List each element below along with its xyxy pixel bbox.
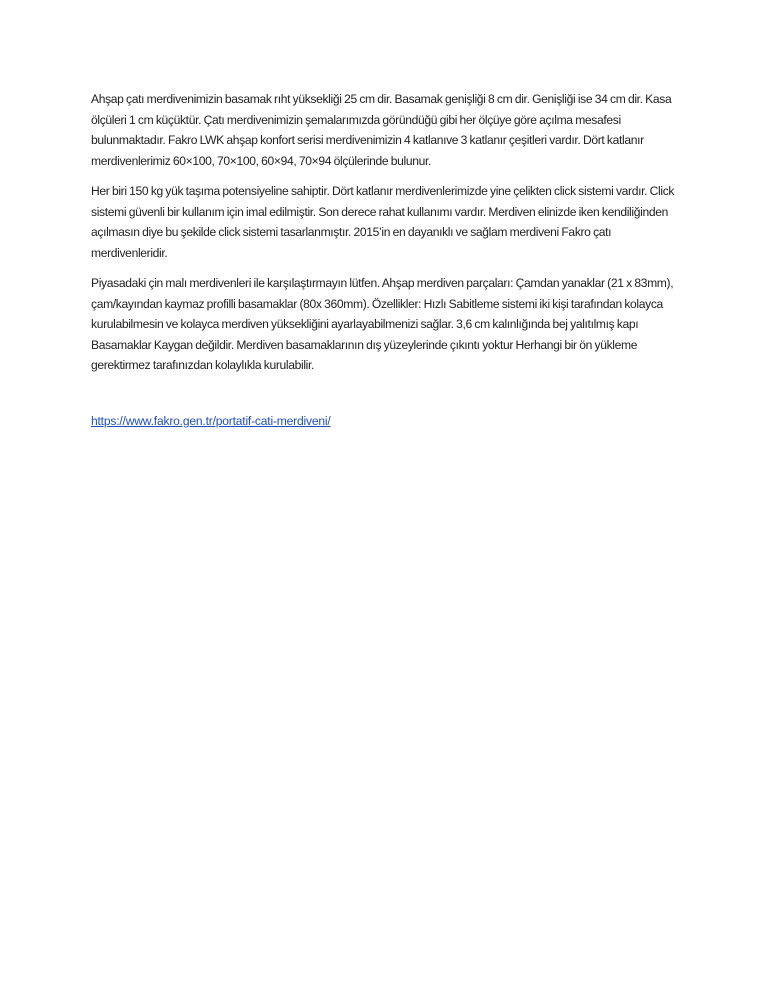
document-body [91,89,683,386]
source-link[interactable]: https://www.fakro.gen.tr/portatif-cati-merdiveni/ [91,414,331,428]
paragraph-ladder-dimensions: Ahşap çatı merdivenimizin basamak rıht yüksekliği 25 cm dir. Basamak genişliği 8 cm dir. Genişliği ise 34 cm dir. Kasa ölçüleri 1 cm küçüktür. Çatı merdivenimizin şemalarımızda göründüğü gibi her ölçüye göre açılma mesafesi bulunmaktadır. Fakro LWK ahşap konfort serisi merdivenimizin 4 katlanıve 3 katlanır çeşitleri vardır. Dört katlanır merdivenlerimiz 60×100, 70×100, 60×94, 70×94 ölçülerinde bulunur. [91,92,672,168]
paragraph-parts-features: Piyasadaki çin malı merdivenleri ile karşılaştırmayın lütfen. Ahşap merdiven parçaları: Çamdan yanaklar (21 x 83mm), çam/kayından kaymaz profilli basamaklar (80x 360mm). Özellikler: Hızlı Sabitleme sistemi iki kişi tarafından kolayca kurulabilmesin ve kolayca merdiven yüksekliğini ayarlayabilmenizi sağlar. 3,6 cm kalınlığında bej yalıtılmış kapı Basamaklar Kaygan değildir. Merdiven basamaklarının dış yüzeylerinde çıkıntı yoktur Herhangi bir ön yükleme gerektirmez tarafınızdan kolaylıkla kurulabilir. [91,276,674,372]
paragraph-load-capacity: Her biri 150 kg yük taşıma potensiyeline sahiptir. Dört katlanır merdivenlerimizde yine çelikten click sistemi vardır. Click sistemi güvenli bir kullanım için imal edilmiştir. Son derece rahat kullanımı vardır. Merdiven elinizde iken kendiliğinden açılmasın diye bu şekilde click sistemi tasarlanmıştır. 2015’in en dayanıklı ve sağlam merdiveni Fakro çatı merdivenleridir. [91,184,675,260]
